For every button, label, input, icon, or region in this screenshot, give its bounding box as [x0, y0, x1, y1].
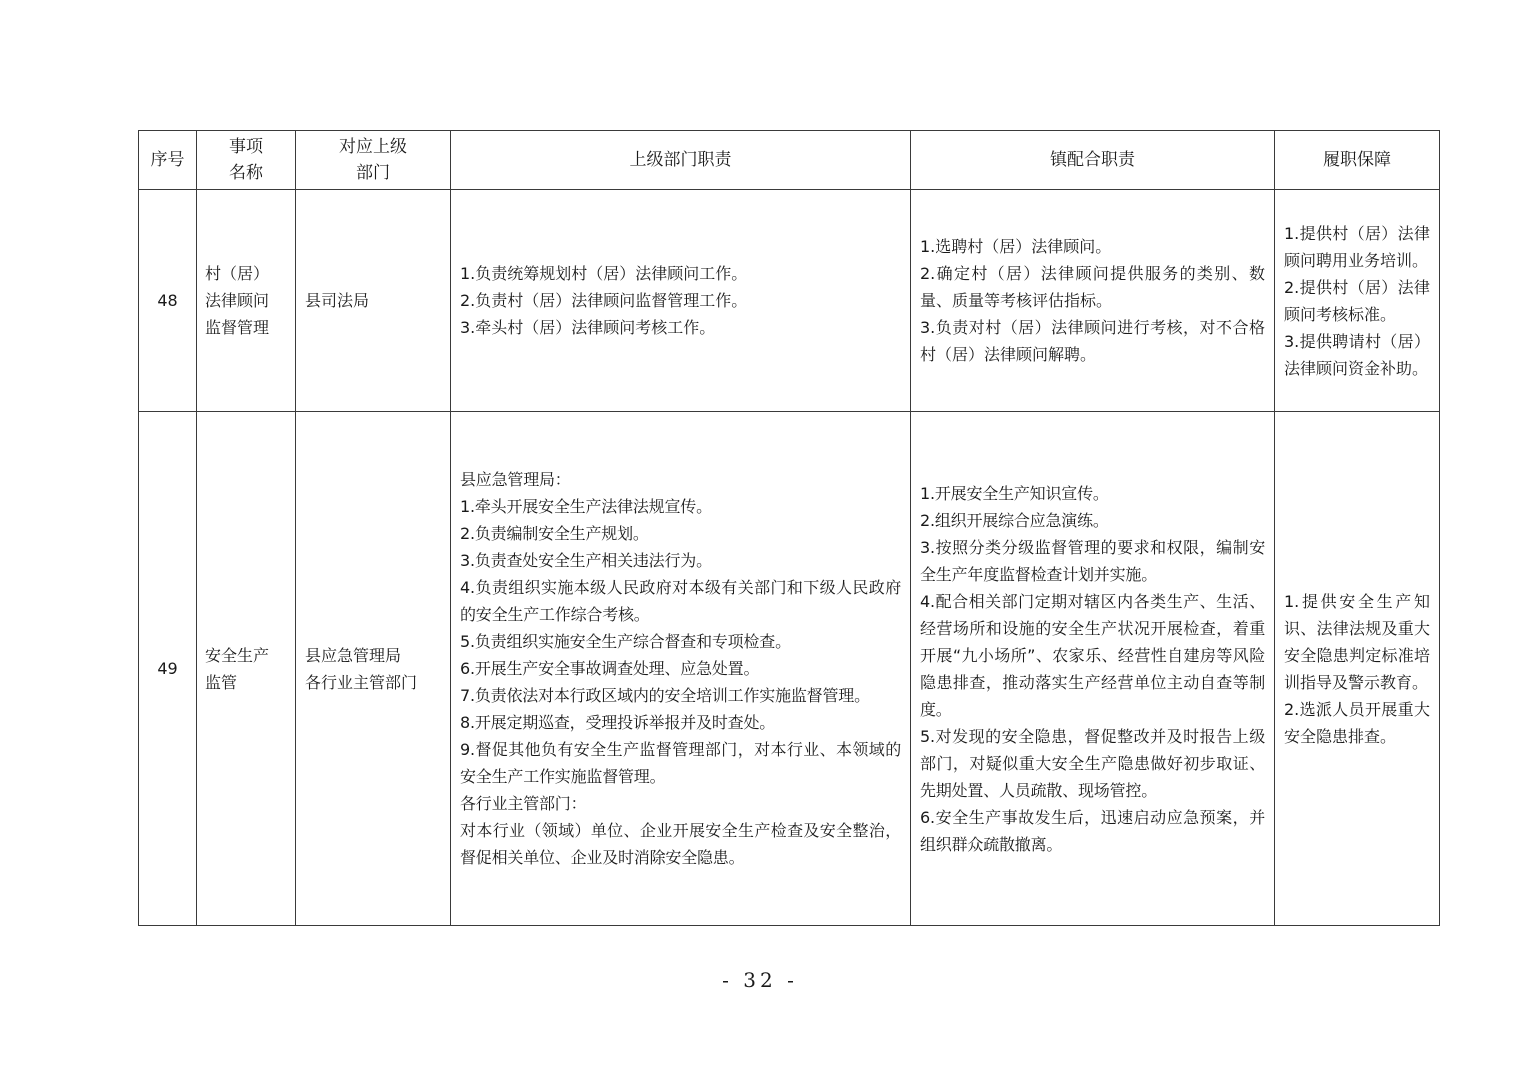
duty-item: 2.确定村（居）法律顾问提供服务的类别、数量、质量等考核评估指标。	[920, 264, 1265, 310]
row-town-duty	[911, 190, 1275, 412]
item-name-line: 监管	[205, 672, 238, 692]
table-row	[139, 190, 1440, 412]
dept-line: 县司法局	[305, 291, 370, 310]
row-item-name	[197, 190, 296, 412]
duty-item: 2.组织开展综合应急演练。	[920, 510, 1109, 530]
row-guarantee	[1275, 412, 1440, 926]
header-guarantee: 履职保障	[1275, 131, 1440, 190]
row-upper-duty	[451, 412, 911, 926]
duty-item: 2.负责村（居）法律顾问监督管理工作。	[460, 291, 748, 310]
guarantee-item: 2.选派人员开展重大安全隐患排查。	[1284, 699, 1430, 746]
row-dept	[296, 412, 451, 926]
item-name-line: 安全生产	[205, 645, 270, 665]
row-upper-duty	[451, 190, 911, 412]
header-seq: 序号	[139, 131, 197, 190]
duty-item: 1.牵头开展安全生产法律法规宣传。	[460, 497, 712, 516]
duty-item: 对本行业（领域）单位、企业开展安全生产检查及安全整治，督促相关单位、企业及时消除安全隐患。	[460, 821, 901, 867]
guarantee-item: 2.提供村（居）法律顾问考核标准。	[1284, 277, 1430, 324]
item-name-line: 法律顾问	[205, 291, 270, 310]
header-item-line2: 名称	[229, 163, 263, 183]
table-header-row	[139, 131, 1440, 190]
duty-item: 5.对发现的安全隐患，督促整改并及时报告上级部门，对疑似重大安全生产隐患做好初步取证、先期处置、人员疏散、现场管控。	[920, 726, 1265, 800]
row-dept	[296, 190, 451, 412]
duty-item: 1.选聘村（居）法律顾问。	[920, 237, 1112, 256]
duty-item: 8.开展定期巡查，受理投诉举报并及时查处。	[460, 713, 776, 732]
duty-item: 3.按照分类分级监督管理的要求和权限，编制安全生产年度监督检查计划并实施。	[920, 537, 1265, 584]
header-dept-line1: 对应上级	[339, 137, 407, 157]
header-dept	[296, 131, 451, 190]
duty-item: 9.督促其他负有安全生产监督管理部门，对本行业、本领域的安全生产工作实施监督管理。	[460, 740, 901, 786]
item-name-line: 村（居）	[205, 264, 270, 283]
duty-item: 3.牵头村（居）法律顾问考核工作。	[460, 318, 716, 337]
header-dept-line2: 部门	[356, 163, 390, 183]
duty-item: 1.负责统筹规划村（居）法律顾问工作。	[460, 264, 748, 283]
dept-line: 各行业主管部门	[305, 672, 418, 692]
guarantee-item: 1.提供村（居）法律顾问聘用业务培训。	[1284, 223, 1430, 270]
row-guarantee	[1275, 190, 1440, 412]
item-name-line: 监督管理	[205, 318, 270, 337]
duty-item: 2.负责编制安全生产规划。	[460, 524, 649, 543]
row-seq: 48	[139, 190, 197, 412]
dept-line: 县应急管理局	[305, 645, 402, 665]
page-number: - 32 -	[722, 968, 798, 992]
duty-item: 各行业主管部门：	[460, 794, 587, 813]
guarantee-item: 1.提供安全生产知识、法律法规及重大安全隐患判定标准培训指导及警示教育。	[1284, 591, 1430, 692]
duty-item: 1.开展安全生产知识宣传。	[920, 483, 1109, 503]
duty-item: 6.安全生产事故发生后，迅速启动应急预案，并组织群众疏散撤离。	[920, 807, 1265, 854]
duty-item: 4.配合相关部门定期对辖区内各类生产、生活、经营场所和设施的安全生产状况开展检查，着重开展“九小场所”、农家乐、经营性自建房等风险隐患排查，推动落实生产经营单位主动自查等制度。	[920, 591, 1265, 719]
duty-item: 3.负责对村（居）法律顾问进行考核，对不合格村（居）法律顾问解聘。	[920, 318, 1265, 364]
guarantee-item: 3.提供聘请村（居）法律顾问资金补助。	[1284, 331, 1430, 378]
duty-item: 3.负责查处安全生产相关违法行为。	[460, 551, 712, 570]
header-town-duty: 镇配合职责	[911, 131, 1275, 190]
row-item-name	[197, 412, 296, 926]
header-upper-duty: 上级部门职责	[451, 131, 911, 190]
row-town-duty	[911, 412, 1275, 926]
table-row	[139, 412, 1440, 926]
row-seq: 49	[139, 412, 197, 926]
duty-item: 7.负责依法对本行政区域内的安全培训工作实施监督管理。	[460, 686, 870, 705]
duty-item: 5.负责组织实施安全生产综合督查和专项检查。	[460, 632, 791, 651]
duty-item: 4.负责组织实施本级人民政府对本级有关部门和下级人民政府的安全生产工作综合考核。	[460, 578, 901, 624]
duty-item: 6.开展生产安全事故调查处理、应急处置。	[460, 659, 760, 678]
duty-item: 县应急管理局：	[460, 470, 571, 489]
header-item-line1: 事项	[229, 137, 263, 157]
duty-table	[138, 130, 1440, 926]
header-item-name	[197, 131, 296, 190]
